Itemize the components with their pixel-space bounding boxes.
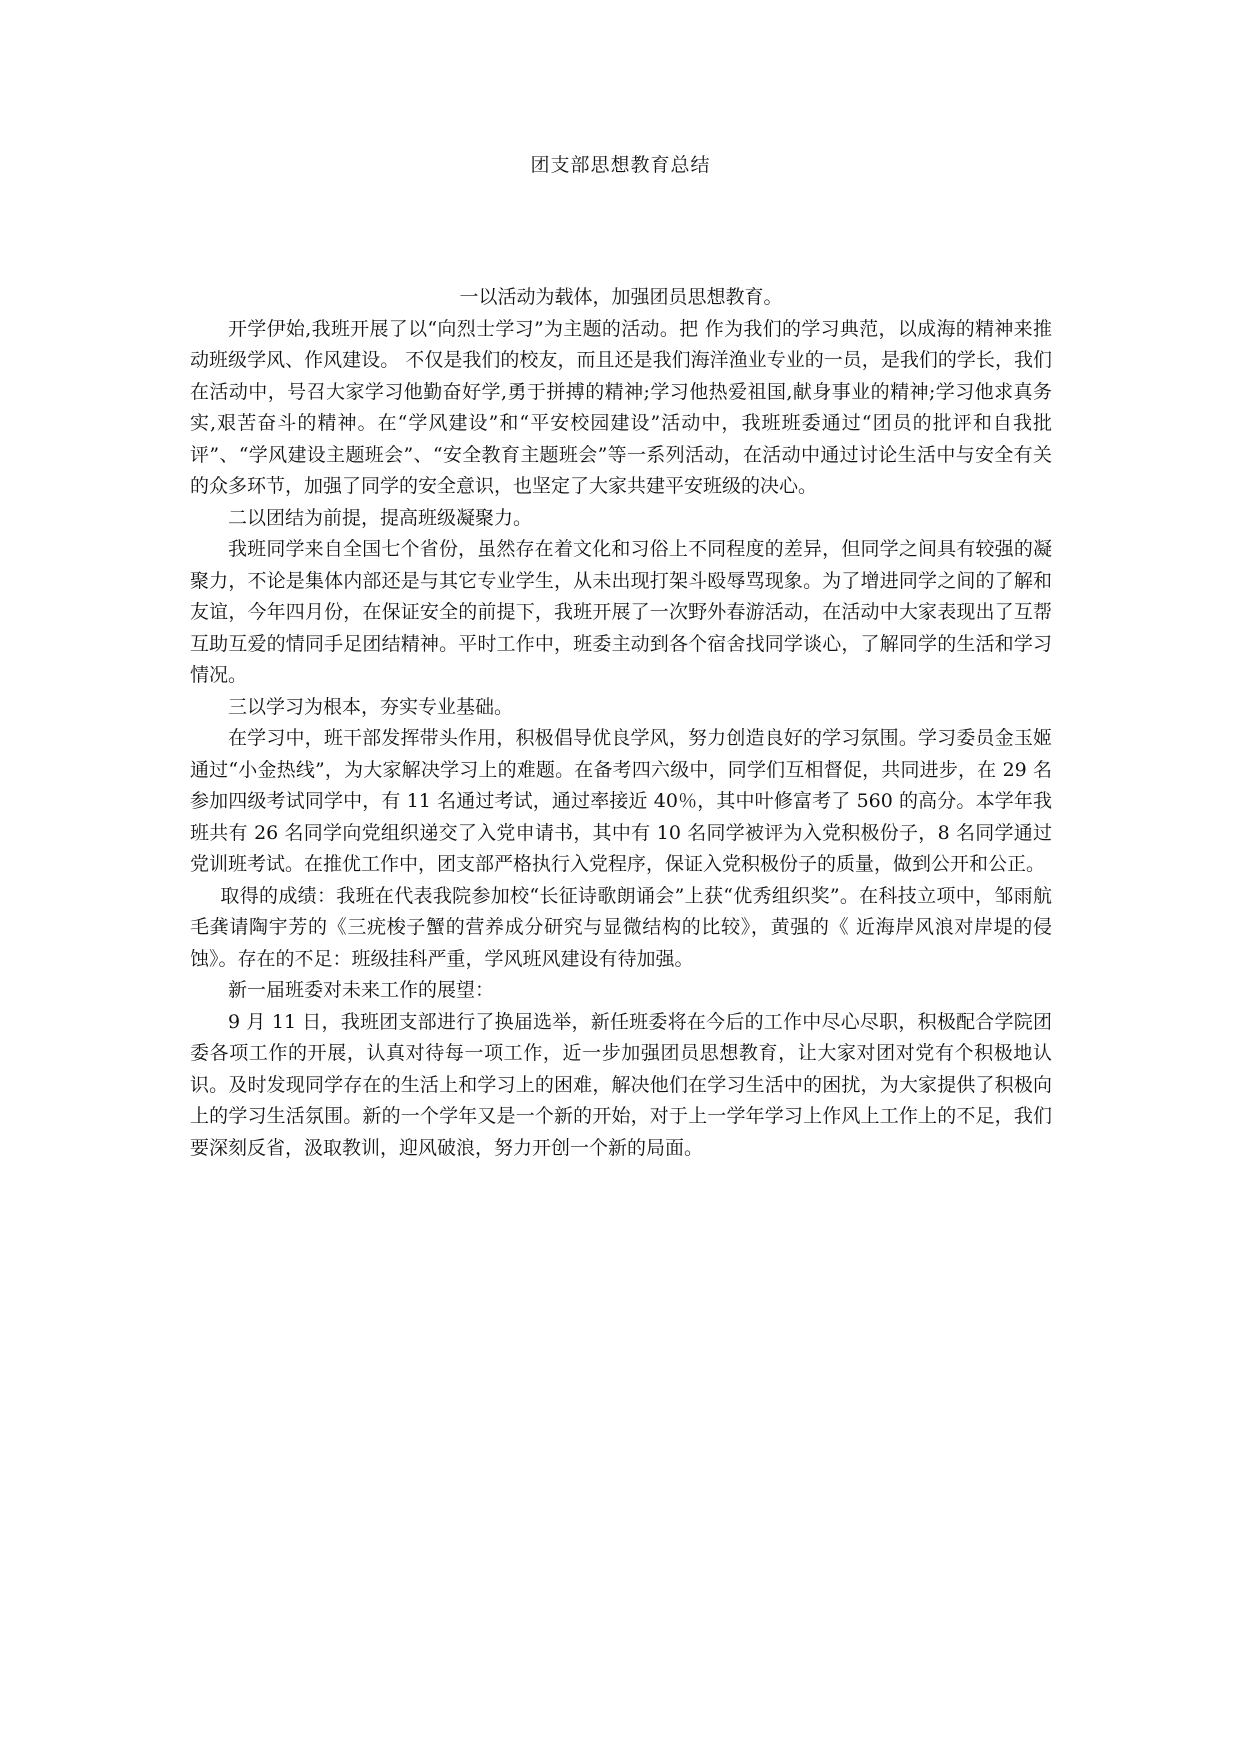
- paragraph-activities: 开学伊始,我班开展了以“向烈士学习”为主题的活动。把 作为我们的学习典范，以成海的精神来推动班级学风、作风建设。 不仅是我们的校友，而且还是我们海洋渔业专业的一员，是我们的学长，我们在活动中，号召大家学习他勤奋好学,勇于拼搏的精神;学习他热爱祖国,献身事业的精神;学习他求真务实,艰苦奋斗的精神。在“学风建设”和“平安校园建设”活动中，我班班委通过“团员的批评和自我批评”、“学风建设主题班会”、“安全教育主题班会”等一系列活动，在活动中通过讨论生活中与安全有关的众多环节，加强了同学的安全意识，也坚定了大家共建平安班级的决心。: [190, 317, 1052, 497]
- section-heading-2: 二以团结为前提，提高班级凝聚力。: [228, 506, 533, 529]
- paragraph-outlook: 9 月 11 日，我班团支部进行了换届选举，新任班委将在今后的工作中尽心尽职，积极配合学院团委各项工作的开展，认真对待每一项工作，近一步加强团员思想教育，让大家对团对党有个积极地认识。及时发现同学存在的生活上和学习上的困难，解决他们在学习生活中的困扰，为大家提供了积极向上的学习生活氛围。新的一个学年又是一个新的开始，对于上一学年学习上作风上工作上的不足，我们要深刻反省，汲取教训，迎风破浪，努力开创一个新的局面。: [190, 1010, 1052, 1159]
- section-heading-outlook: 新一届班委对未来工作的展望：: [228, 979, 495, 1001]
- section-heading-1: 一以活动为载体，加强团员思想教育。: [459, 286, 783, 308]
- paragraph-unity: 我班同学来自全国七个省份，虽然存在着文化和习俗上不同程度的差异，但同学之间具有较强的凝聚力，不论是集体内部还是与其它专业学生，从未出现打架斗殴辱骂现象。为了增进同学之间的了解和友谊，今年四月份，在保证安全的前提下，我班开展了一次野外春游活动，在活动中大家表现出了互帮互助互爱的情同手足团结精神。平时工作中，班委主动到各个宿舍找同学谈心，了解同学的生活和学习情况。: [190, 538, 1052, 686]
- paragraph-achievements: 取得的成绩：我班在代表我院参加校“长征诗歌朗诵会”上获“优秀组织奖”。在科技立项中，邹雨航毛龚请陶宇芳的《三疣梭子蟹的营养成分研究与显微结构的比较》，黄强的《 近海岸风浪对岸堤的侵蚀》。存在的不足：班级挂科严重，学风班风建设有待加强。: [190, 884, 1052, 970]
- document-body: [190, 282, 1052, 1164]
- document-title: 团支部思想教育总结: [530, 154, 711, 176]
- section-heading-3: 三以学习为根本，夯实专业基础。: [228, 695, 514, 718]
- paragraph-study: 在学习中，班干部发挥带头作用，积极倡导优良学风，努力创造良好的学习氛围。学习委员金玉姬通过“小金热线”，为大家解决学习上的难题。在备考四六级中，同学们互相督促，共同进步，在 29 名参加四级考试同学中，有 11 名通过考试，通过率接近 40％，其中叶修富考了 560 的高分。本学年我班共有 26 名同学向党组织递交了入党申请书，其中有 10 名同学被评为入党积极份子，8 名同学通过党训班考试。在推优工作中，团支部严格执行入党程序，保证入党积极份子的质量，做到公开和公正。: [190, 727, 1052, 875]
